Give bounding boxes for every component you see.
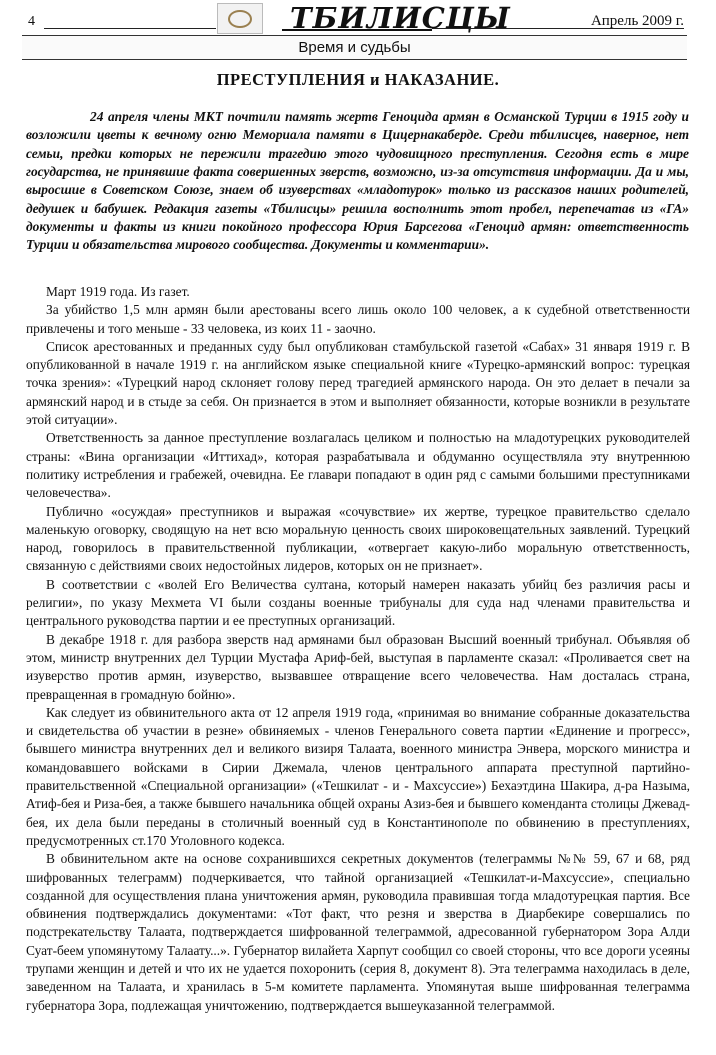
paragraph: Публично «осуждая» преступников и выражая «сочувствие» их жертве, турецкое правительство сделало маленькую оговорку, сводящую на нет всю моральную ценность своих широковещательных заявлений. Турецкий народ, говорилось в правительственной публикации, «отвергает какую-либо моральную ответственность, связанную с действиями своих недостойных лидеров, которых он не признает». bbox=[26, 503, 690, 574]
title-underline bbox=[282, 29, 432, 31]
newspaper-title: ТБИЛИСЦЫ bbox=[290, 1, 511, 35]
article-lead: 24 апреля члены МКТ почтили память жертв Геноцида армян в Османской Турции в 1915 году и возложили цветы к вечному огню Мемориала памяти в Цицернакаберде. Среди тбилисцев, наверное, нет семьи, предки которых не пережили трагедию этого чудовищного преступления. Сегодня есть в мире государства, не принявшие факта совершенных зверств, возможно, из-за отсутствия информации. Да и мы, выросшие в Советском Союзе, знаем об изуверствах «младотурок» только из рассказов наших родителей, дедушек и бабушек. Редакция газеты «Тбилисцы» решила восполнить этот пробел, перепечатав из «ГА» документы и факты из книги покойного профессора Юрия Барсегова «Геноцид армян: ответственность Турции и обязательства мирового сообщества. Документы и комментарии». bbox=[26, 109, 689, 253]
article-headline: ПРЕСТУПЛЕНИЯ и НАКАЗАНИЕ. bbox=[216, 70, 500, 89]
paragraph: В обвинительном акте на основе сохранившихся секретных документов (телеграммы №№ 59, 67 и 68, ряд шифрованных телеграмм) подчеркивается, что тайной организацией «Тешкилат-и-Махсуссие», специально созданной для осуществления плана уничтожения армян, руководила правившая тогда младотурецкая партия. Все обвинения подтверждались документами: «Тот факт, что резня и зверства в Диарбекире совершались по подстрекательству Талаата, подтверждается шифрованной телеграммой, адресованной губернатором Зора Алди Суат-беем упомянутому Талаату...». Губернатор вилайета Харпут сообщил со своей стороны, что все дороги усеяны трупами женщин и детей и что их не удается похоронить (серия 8, документ 8). Эта телеграмма находилась в деле, заведенном на Талаата, и хранилась в 5-м комитете парламента. Упомянутая выше шифрованная телеграмма губернатора Зора, подлежащая уничтожению, подтверждается вышеуказанной телеграммой. bbox=[26, 851, 690, 1013]
paragraph: В соответствии с «волей Его Величества султана, который намерен наказать убийц без различия расы и религии», по указу Мехмета VI были созданы военные трибуналы для суда над членами правительства и центрального руководства партии и ее преступных организаций. bbox=[26, 576, 690, 629]
newspaper-logo-icon bbox=[217, 3, 263, 34]
paragraph: Март 1919 года. Из газет. bbox=[46, 284, 190, 299]
page-number: 4 bbox=[28, 14, 35, 29]
masthead-rule-left bbox=[44, 28, 216, 29]
section-heading: Время и судьбы bbox=[22, 35, 687, 60]
paragraph: Ответственность за данное преступление возлагалась целиком и полностью на младотурецких руководителей страны: «Вина организации «Иттихад», которая разрабатывала и обдуманно осуществляла эту внутреннюю политику истребления и грабежей, очевидна. Ее главари попадают в один ряд с самыми большими преступниками человечества». bbox=[26, 430, 690, 501]
paragraph: В декабре 1918 г. для разбора зверств над армянами был образован Высший военный трибунал. Объявляя об этом, министр внутренних дел Турции Мустафа Ариф-бей, выступая в парламенте сказал: «Проливается свет на изуверство против армян, изуверство, вызвавшее отвращение всего человечества. Нам досталась страна, превращенная в громадную бойню». bbox=[26, 631, 690, 702]
paragraph: За убийство 1,5 млн армян были арестованы всего лишь около 100 человек, а к судебной ответственности привлечены и того меньше - 33 человека, из коих 11 - заочно. bbox=[26, 302, 690, 336]
article-body bbox=[26, 283, 690, 1015]
paragraph: Список арестованных и преданных суду был опубликован стамбульской газетой «Сабах» 31 января 1919 г. В опубликованной в начале 1919 г. на английском языке специальной книге «Турецко-армянский вопрос: турецкая точка зрения»: «Турецкий народ склоняет голову перед трагедией армянского народа. Он это делает в печали за армянский народ и в стыде за себя. Он признается в этом и выполняет обязанности, которые возникли в результате этой ситуации». bbox=[26, 338, 690, 428]
paragraph: Как следует из обвинительного акта от 12 апреля 1919 года, «принимая во внимание собранные доказательства и свидетельства об участии в резне» обвиняемых - членов Генерального совета партии «Единение и прогресс», бывшего министра внутренних дел и великого визиря Талаата, военного министра Энвера, морского министра и командовавшего войсками в Сирии Джемала, членов центрального аппарата преступной партийно-правительственной «Специальной организации» («Тешкилат - и - Махсуссие») Бехаэтдина Шакира, д-ра Назыма, Атиф-бея и Риза-бея, а также бывшего начальника общей охраны Азиз-бея и бывшего коменданта столицы Джевад-бея, их дела были переданы в столичный военный суд в Константинополе по обвинению в преступлениях, предусмотренных ст.170 Уголовного кодекса. bbox=[26, 704, 690, 848]
masthead bbox=[0, 0, 716, 36]
issue-date: Апрель 2009 г. bbox=[590, 13, 684, 29]
